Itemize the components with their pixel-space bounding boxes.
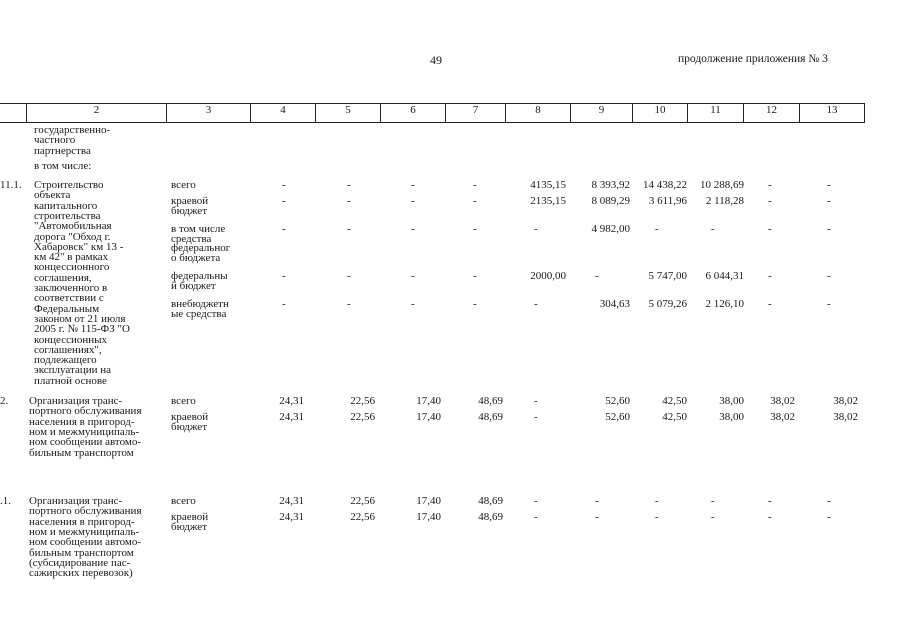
row-name-line: портного обслуживания — [29, 505, 142, 518]
row-name-line: соглашениях", — [34, 343, 102, 356]
cell-value: - — [711, 495, 715, 507]
funding-source-label: федеральны — [171, 270, 228, 282]
funding-source-label: всего — [171, 395, 196, 407]
cell-value: - — [282, 298, 286, 310]
cell-value: - — [282, 223, 286, 235]
cell-value: 38,02 — [833, 411, 858, 423]
row-name-line: концессионного — [34, 261, 110, 274]
cell-value: - — [768, 511, 772, 523]
row-name-line: концессионных — [34, 333, 108, 346]
cell-value: 38,02 — [770, 411, 795, 423]
cell-value: 17,40 — [416, 395, 441, 407]
row-name-line: населения в пригород- — [29, 415, 135, 428]
cell-value: - — [534, 495, 538, 507]
cell-value: 17,40 — [416, 511, 441, 523]
funding-source-label: внебюджетн — [171, 298, 229, 310]
cell-value: - — [768, 298, 772, 310]
column-header-11: 11 — [688, 104, 744, 123]
continuation-note: продолжение приложения № 3 — [678, 53, 828, 65]
cell-value: - — [827, 179, 831, 191]
cell-value: 6 044,31 — [705, 270, 744, 282]
funding-source-label: федеральног — [171, 242, 231, 254]
cell-value: 17,40 — [416, 495, 441, 507]
row-name-line: Строительство — [34, 179, 104, 191]
cell-value: - — [768, 223, 772, 235]
cell-value: - — [768, 195, 772, 207]
cell-value: - — [768, 495, 772, 507]
cell-value: 48,69 — [478, 495, 503, 507]
cell-value: - — [827, 223, 831, 235]
cell-value: 52,60 — [605, 395, 630, 407]
cell-value: - — [595, 270, 599, 282]
column-header-10: 10 — [633, 104, 688, 123]
cell-value: - — [411, 270, 415, 282]
carry-over-name: партнерства — [34, 144, 91, 157]
cell-value: 38,02 — [770, 395, 795, 407]
column-header-9: 9 — [571, 104, 633, 123]
funding-source-label: всего — [171, 179, 196, 191]
cell-value: - — [768, 270, 772, 282]
cell-value: - — [534, 511, 538, 523]
cell-value: 24,31 — [279, 495, 304, 507]
cell-value: - — [595, 495, 599, 507]
row-name-line: ном сообщении автомо- — [29, 536, 142, 549]
cell-value: - — [347, 270, 351, 282]
column-header-5: 5 — [316, 104, 381, 123]
row-name-line: заключенного в — [34, 282, 108, 294]
cell-value: - — [473, 179, 477, 191]
carry-over-name: государственно- — [34, 124, 111, 136]
cell-value: - — [534, 298, 538, 310]
cell-value: 2 118,28 — [705, 195, 744, 207]
row-name-line: портного обслуживания — [29, 405, 142, 418]
row-name-line: капитального — [34, 199, 98, 212]
cell-value: - — [711, 223, 715, 235]
cell-value: 24,31 — [279, 411, 304, 423]
including-label: в том числе: — [34, 160, 92, 172]
cell-value: - — [768, 179, 772, 191]
cell-value: 5 747,00 — [648, 270, 687, 282]
row-name-line: Федеральным — [34, 302, 100, 315]
cell-value: 22,56 — [350, 495, 375, 507]
cell-value: - — [411, 298, 415, 310]
row-name-line: 2005 г. № 115-ФЗ "О — [34, 323, 130, 336]
cell-value: 52,60 — [605, 411, 630, 423]
column-header-7: 7 — [446, 104, 506, 123]
cell-value: - — [655, 223, 659, 235]
cell-value: 2 126,10 — [705, 298, 744, 310]
funding-source-label: бюджет — [171, 520, 207, 533]
row-name-line: строительства — [34, 209, 101, 222]
cell-value: 4 982,00 — [591, 223, 630, 235]
row-name-line: платной основе — [34, 374, 107, 387]
row-name-line: сажирских перевозок) — [29, 567, 133, 580]
funding-source-label: краевой — [171, 411, 209, 423]
cell-value: - — [534, 223, 538, 235]
cell-value: 42,50 — [662, 395, 687, 407]
row-name-line: дорога "Обход г. — [34, 230, 111, 243]
cell-value: - — [411, 223, 415, 235]
row-name-line: ном и межмуниципаль- — [29, 525, 140, 538]
cell-value: 22,56 — [350, 411, 375, 423]
column-header-table — [0, 103, 865, 123]
cell-value: 5 079,26 — [648, 298, 687, 310]
cell-value: - — [827, 270, 831, 282]
page-number: 49 — [430, 53, 442, 67]
cell-value: - — [827, 495, 831, 507]
column-header-1 — [0, 104, 27, 123]
funding-source-label: краевой — [171, 195, 209, 207]
funding-source-label: й бюджет — [171, 279, 216, 292]
cell-value: 38,00 — [719, 395, 744, 407]
cell-value: - — [655, 511, 659, 523]
cell-value: 22,56 — [350, 395, 375, 407]
cell-value: 24,31 — [279, 395, 304, 407]
cell-value: 48,69 — [478, 411, 503, 423]
funding-source-label: краевой — [171, 511, 209, 523]
row-name-line: бильным транспортом — [29, 546, 134, 559]
row-name-line: ном и межмуниципаль- — [29, 425, 140, 438]
cell-value: 48,69 — [478, 511, 503, 523]
cell-value: 22,56 — [350, 511, 375, 523]
cell-value: 3 611,96 — [648, 195, 687, 207]
row-name-line: объекта — [34, 189, 71, 202]
cell-value: 304,63 — [599, 298, 630, 310]
cell-value: 2000,00 — [530, 270, 566, 282]
cell-value: - — [655, 495, 659, 507]
row-name-line: ном сообщении автомо- — [29, 436, 142, 449]
row-name-line: соглашения, — [34, 271, 92, 284]
cell-value: 24,31 — [279, 511, 304, 523]
cell-value: - — [347, 179, 351, 191]
column-header-2: 2 — [27, 104, 167, 123]
cell-value: 4135,15 — [530, 179, 566, 191]
column-header-8: 8 — [506, 104, 571, 123]
cell-value: - — [534, 395, 538, 407]
row-name-line: эксплуатации на — [34, 364, 112, 377]
cell-value: 17,40 — [416, 411, 441, 423]
cell-value: 38,02 — [833, 395, 858, 407]
row-name-line: соответствии с — [34, 292, 104, 305]
funding-source-label: в том числе — [171, 223, 226, 235]
cell-value: 48,69 — [478, 395, 503, 407]
cell-value: 42,50 — [662, 411, 687, 423]
cell-value: - — [347, 195, 351, 207]
row-name-line: подлежащего — [34, 354, 97, 367]
column-header-12: 12 — [744, 104, 800, 123]
row-number: .1. — [0, 495, 11, 507]
funding-source-label: средства — [171, 232, 212, 245]
row-name-line: Организация транс- — [29, 495, 123, 507]
row-name-line: законом от 21 июля — [34, 312, 126, 325]
carry-over-name: частного — [34, 134, 76, 147]
row-name-line: бильным транспортом — [29, 446, 134, 459]
row-name-line: (субсидирование пас- — [29, 556, 131, 569]
cell-value: - — [411, 179, 415, 191]
cell-value: - — [282, 195, 286, 207]
cell-value: - — [534, 411, 538, 423]
funding-source-label: бюджет — [171, 420, 207, 433]
funding-source-label: ые средства — [171, 307, 227, 320]
row-name-line: км 42" в рамках — [34, 251, 109, 264]
row-number: 2. — [0, 395, 9, 407]
cell-value: - — [827, 298, 831, 310]
funding-source-label: о бюджета — [171, 251, 221, 264]
cell-value: - — [282, 179, 286, 191]
cell-value: 14 438,22 — [643, 179, 687, 191]
column-header-3: 3 — [167, 104, 251, 123]
cell-value: 2135,15 — [530, 195, 566, 207]
row-number: 11.1. — [0, 179, 22, 191]
cell-value: - — [282, 270, 286, 282]
column-header-6: 6 — [381, 104, 446, 123]
column-header-4: 4 — [251, 104, 316, 123]
cell-value: 38,00 — [719, 411, 744, 423]
cell-value: - — [347, 298, 351, 310]
row-name-line: Организация транс- — [29, 395, 123, 407]
cell-value: - — [711, 511, 715, 523]
cell-value: - — [473, 195, 477, 207]
cell-value: - — [473, 223, 477, 235]
column-header-13: 13 — [800, 104, 865, 123]
row-name-line: населения в пригород- — [29, 515, 135, 528]
cell-value: - — [595, 511, 599, 523]
cell-value: - — [347, 223, 351, 235]
funding-source-label: всего — [171, 495, 196, 507]
funding-source-label: бюджет — [171, 204, 207, 217]
cell-value: - — [411, 195, 415, 207]
cell-value: - — [473, 270, 477, 282]
row-name-line: Хабаровск" км 13 - — [34, 240, 124, 253]
cell-value: 10 288,69 — [700, 179, 744, 191]
row-name-line: "Автомобильная — [34, 220, 112, 233]
cell-value: 8 393,92 — [591, 179, 630, 191]
cell-value: - — [473, 298, 477, 310]
cell-value: - — [827, 195, 831, 207]
cell-value: - — [827, 511, 831, 523]
cell-value: 8 089,29 — [591, 195, 630, 207]
